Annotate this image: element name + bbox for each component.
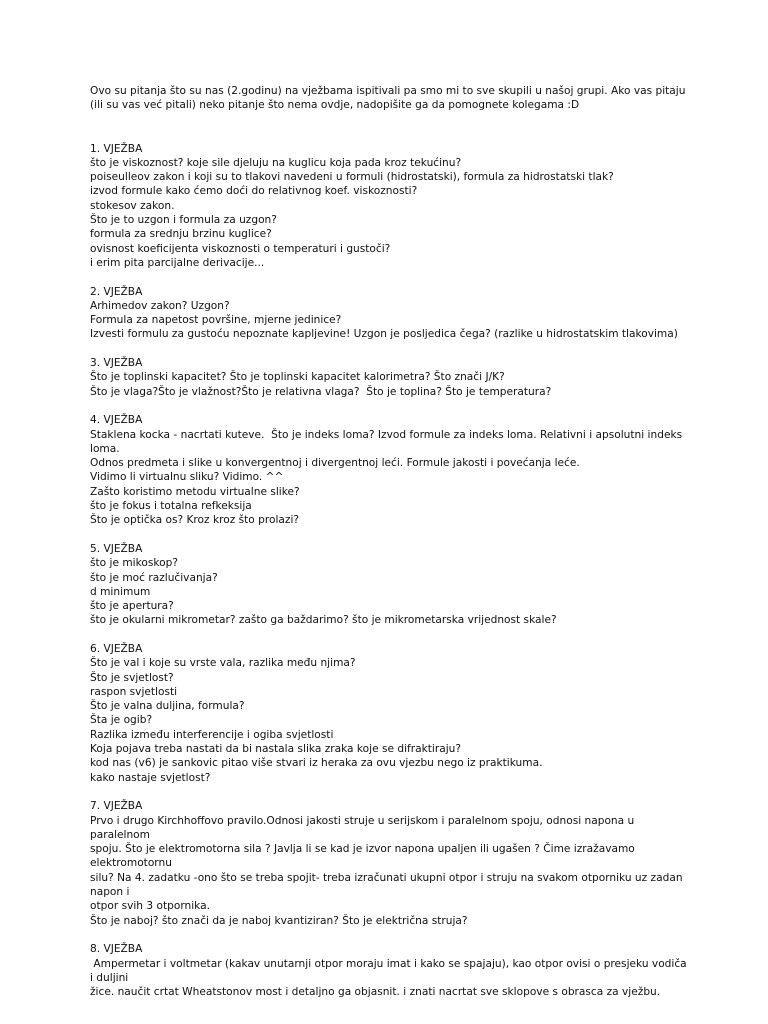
question-line: Što je vlaga?Što je vlažnost?Što je relativna vlaga? Što je toplina? Što je temperatura? [90, 385, 552, 398]
question-line: Što je to uzgon i formula za uzgon? [90, 214, 277, 227]
question-line: što je moć razlučivanja? [90, 571, 218, 584]
question-line: Arhimedov zakon? Uzgon? [90, 299, 230, 312]
question-line: Što je svjetlost? [90, 671, 174, 684]
question-line: Koja pojava treba nastati da bi nastala slika zraka koje se difraktiraju? [90, 743, 461, 756]
section-4 [90, 413, 690, 527]
section-heading: 8. VJEŽBA [90, 943, 143, 956]
section-5 [90, 542, 690, 628]
section-8 [90, 942, 690, 999]
question-line: Razlika između interferencije i ogiba svjetlosti [90, 728, 334, 741]
section-heading: 1. VJEŽBA [90, 142, 143, 155]
question-line: raspon svjetlosti [90, 685, 178, 698]
question-line: spoju. Što je elektromotorna sila ? Javlja li se kad je izvor napona upaljen ili ugašen ? Čime izražavamo elektromotornu [90, 843, 639, 870]
section-7 [90, 799, 690, 928]
question-line: Što je optička os? Kroz kroz što prolazi? [90, 514, 300, 527]
question-line: silu? Na 4. zadatku -ono što se treba spojit- treba izračunati ukupni otpor i struju na svakom otporniku uz zadan napon i [90, 871, 686, 899]
question-line: što je apertura? [90, 600, 174, 613]
question-line: Što je val i koje su vrste vala, razlika među njima? [90, 657, 356, 670]
section-heading: 3. VJEŽBA [90, 357, 143, 370]
question-line: Šta je ogib? [90, 714, 153, 727]
question-line: Što je toplinski kapacitet? Što je toplinski kapacitet kalorimetra? Što znači J/K? [90, 371, 505, 384]
section-2 [90, 285, 690, 342]
question-line: ovisnost koeficijenta viskoznosti o temperaturi i gustoči? [90, 242, 391, 255]
question-line: Odnos predmeta i slike u konvergentnoj i divergentnoj leći. Formule jakosti i povećanja leće. [90, 457, 580, 470]
question-line: kod nas (v6) je sankovic pitao više stvari iz heraka za ovu vjezbu nego iz praktikuma. [90, 757, 543, 770]
question-line: kako nastaje svjetlost? [90, 771, 211, 784]
section-6 [90, 642, 690, 785]
question-line: Vidimo li virtualnu sliku? Vidimo. ^^ [90, 471, 284, 484]
question-line: Izvesti formulu za gustoću nepoznate kapljevine! Uzgon je posljedica čega? (razlike u hidrostatskim tlakovima) [90, 328, 678, 341]
question-line: Što je valna duljina, formula? [90, 700, 245, 713]
question-line: Što je naboj? što znači da je naboj kvantiziran? Što je električna struja? [90, 914, 468, 927]
question-line: žice. naučit crtat Wheatstonov most i detaljno ga objasnit. i znati nacrtat sve sklopove s obrasca za vježbu. [90, 986, 661, 999]
question-line: što je okularni mikrometar? zašto ga baždarimo? što je mikrometarska vrijednost skale? [90, 614, 557, 627]
question-line: što je viskoznost? koje sile djeluju na kuglicu koja pada kroz tekućinu? [90, 156, 462, 169]
question-line: Formula za napetost površine, mjerne jedinice? [90, 314, 342, 327]
section-heading: 4. VJEŽBA [90, 414, 143, 427]
section-3 [90, 356, 690, 399]
question-line: d minimum [90, 585, 151, 598]
question-line: što je mikoskop? [90, 557, 178, 570]
question-line: Prvo i drugo Kirchhoffovo pravilo.Odnosi jakosti struje u serijskom i paralelnom spoju, odnosi napona u paralelnom [90, 814, 638, 841]
question-line: formula za srednju brzinu kuglice? [90, 228, 272, 241]
question-line: što je fokus i totalna refkeksija [90, 500, 252, 513]
document-page [90, 84, 690, 1014]
section-heading: 7. VJEŽBA [90, 800, 143, 813]
question-line: Staklena kocka - nacrtati kuteve. Što je indeks loma? Izvod formule za indeks loma. Relativni i apsolutni indeks loma. [90, 428, 686, 455]
section-1 [90, 142, 690, 271]
sections-container [90, 142, 690, 1000]
question-line: otpor svih 3 otpornika. [90, 900, 210, 913]
section-heading: 5. VJEŽBA [90, 542, 143, 555]
question-line: Ampermetar i voltmetar (kakav unutarnji otpor moraju imat i kako se spajaju), kao otpor ovisi o presjeku vodiča i duljini [90, 957, 691, 984]
section-heading: 2. VJEŽBA [90, 285, 143, 298]
intro-paragraph: Ovo su pitanja što su nas (2.godinu) na vježbama ispitivali pa smo mi to sve skupili u našoj grupi. Ako vas pitaju (ili su vas već pitali) neko pitanje što nema ovdje, nadopišite ga da pomognete kolegama :D [90, 85, 686, 112]
question-line: poiseulleov zakon i koji su to tlakovi navedeni u formuli (hidrostatski), formula za hidrostatski tlak? [90, 171, 614, 184]
question-line: izvod formule kako ćemo doći do relativnog koef. viskoznosti? [90, 185, 418, 198]
question-line: stokesov zakon. [90, 199, 175, 212]
question-line: i erim pita parcijalne derivacije... [90, 256, 265, 269]
section-heading: 6. VJEŽBA [90, 642, 143, 655]
question-line: Zašto koristimo metodu virtualne slike? [90, 485, 300, 498]
